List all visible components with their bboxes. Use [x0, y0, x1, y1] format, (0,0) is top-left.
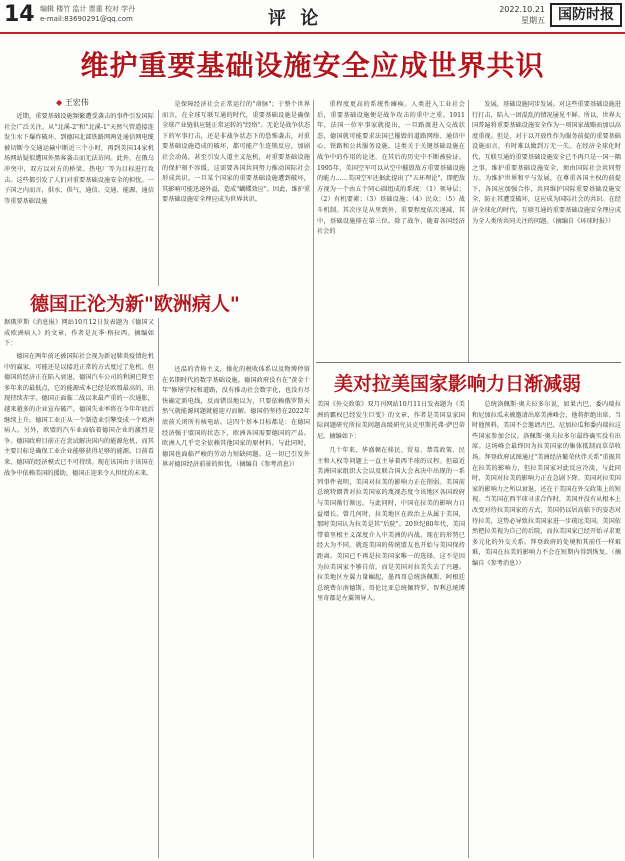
article1-column-3: 重程度更高的系统性瘫痪。人类进入工业社会后，重要基础设施便是战争攻击的重中之重。1911年，法国一位军事家就提出，一旦路渡进入交战状态，德国就可能要求法国已摧毁的道路网络、通信中心、铁路和公共服务设施。这类关于关键基础设施在战争中的作用的论述，在其后的历史中不断被验证。1995年，美国空军可以从空中摧毁敌方重要基础设施的能力……美国空军还据此提出了"五环理论"，即把敌方视为一个由五个同心圆组成的系统：（1）领导层；（2）有机要素；（3）基础设施；（4）民众；（5）战斗机制。其次序是从里到外，重要程度依次递减，其中，基础设施排在第三位。除了战争，随着各国经济社会的 — [317, 101, 465, 236]
byline — [56, 97, 89, 108]
issue-date — [485, 4, 545, 26]
column-divider — [468, 400, 469, 858]
column-divider — [313, 100, 314, 362]
date-text: 2022.10.21 — [499, 5, 545, 14]
column-divider — [313, 362, 314, 858]
headline-article3: 美对拉美国家影响力日渐减弱 — [334, 373, 582, 395]
byline-marker-icon: ◆ — [56, 98, 63, 107]
column-divider — [158, 318, 159, 858]
weekday-text: 星期五 — [521, 16, 545, 25]
article2-column-2: 还温的背倚主义，操化的税收体系以及物博停留在名期时代的数字基础设施。德国政府没有在"黄金十年"修缮学校和道路，没有推动社会数字化，也没有尽快确定新电线，反而错误地以为，只要依赖俄罗斯天然气就能源问题就能迎刃而解。德国仍坚持在2022年底前关闭所有核电站。这四个基本目标都是：在德国经济强于盟国的状态下，欧洲各国需要德国的产品。欧洲人几乎完全依赖其他国家的原材料。与此同时，德国也面临严峻的劳动力短缺问题。这一切已引发外界对德国经济前景的担忧。（摘编自《参考消息》） — [162, 366, 310, 469]
article3-column-1: 几十年来，华盛顿在移民、贸易、禁毒政策、民主和人权等问题上一直主导着西半球的议程。但最近美洲国家组织大会以及联合国大会表决中出现的一系列事件表明，美国对拉美的影响力正在削弱。美国前总统特朗普对拉美国家的蔑视态度令该地区各国政府与美国渐行渐远。与此同时，中国在拉美的影响力日益增长。曾几何时，拉美地区在政治上从属于美国，那时美国认为拉美是其"后院"。20世纪80年代，美国带着里根主义深度介入中美洲的内战。现在的形势已经大为不同。就连美国的传统盟友也开始与美国保持距离。美国已不再是拉美国家唯一的选择，这不是因为拉美国家不够自信，而是美国对拉美失去了兴趣。拉美地区左翼力量崛起，墨西哥总统洛佩斯、阿根廷总统费尔南德斯、哥伦比亚总统佩特罗、智利总统博里奇都是左翼领导人。 — [317, 447, 465, 603]
article1-column-2: 是保障经济社会正常运行的"命脉"；于整个世界而言，在全球互联互通的时代，重要基础设施是确保全球产业链供应链正常运转的"经络"。无论是战争状态下的军事打击，还是非战争状态下的恐怖袭击，对重要基础设施造成的破坏，都可能产生连锁反应，加剧社会动荡，甚至引发人道主义危机，对重要基础设施的保护刻不容缓，这需要各国共同努力推动国际社会形成共识。一旦某个国家的重要基础设施遭到破坏，其影响可能迅速外溢，造成"蝴蝶效应"。因此，维护重要基础设施安全理应成为世界共识。 — [162, 101, 310, 204]
editor-credits — [40, 4, 135, 24]
headline-article1: 维护重要基础设施安全应成世界共识 — [80, 49, 545, 82]
page-number: 14 — [4, 2, 35, 27]
article1-column-1: 近期，重要基础设施频繁遭受袭击的事件引发国际社会广泛关注。从"北溪-2"和"北溪-1"天然气管道接连发生水下爆炸破坏，到德国北部铁路网两处通信网电缆被切断令交通运输中断近三个小时，再到美国14家机场网站疑似遭国外黑客袭击而无法访问。此外，在俄乌冲突中，双方以对方的桥梁、热电厂等为目标进行攻击。这些都引发了人们对重要基础设施安全的担忧。一子国之内而言，供水、供气、通信、交通、能源、通信等重要基础设施 — [4, 113, 154, 205]
article2-intro: 据俄罗斯《消息报》网站10月12日发表题为《德国又成欧洲病人》的文章，作者是瓦季·格拉西。摘编如下： — [4, 319, 154, 348]
column-divider — [158, 110, 159, 286]
section-title: 评 论 — [268, 8, 323, 29]
article1-column-4: 发展，基础设施同步发展。对这些重要基础设施进行打击，陷入一团混乱的情况屡见不鲜。所以，世界大国普遍将重要基础设施安全作为一项国家战略而加以高度重视。但是，对于以开放性作为服务前提的重要基础设施而言，有时难以做到万无一失。在经济全球化时代，互联互通的重要基础设施安全已不再只是一国一隅之事。维护重要基础设施安全，须由国际社会共同努力。为维护世界和平与发展，在尊重各国主权的前提下，各国应加强合作，共同维护国际重要基础设施安全，防止其遭受破坏，这应成为国际社会的共识。在经济全球化的时代，互联互通的重要基础设施安全理应成为全人类所共同关注的问题。（摘编自《环球时报》） — [472, 101, 621, 225]
editor-email: e-mail:83690291@qq.com — [40, 15, 133, 23]
headline-article2: 德国正沦为新"欧洲病人" — [30, 293, 240, 315]
section-separator — [316, 362, 621, 363]
editor-names: 编辑 楼竹 监计 票重 校对 学丹 — [40, 5, 136, 13]
newspaper-logo: 国防时报 — [550, 3, 622, 27]
column-divider — [468, 100, 469, 362]
author-name: 王宏伟 — [64, 98, 89, 107]
article2-column-1: 德国在两年前还被国际社会视为新冠肺炎疫情危机中的赢家。可能还是以接近正常的方式度过了危机。但德国的经济正在陷入衰退，德国汽车公司的利润已降至多年来的最低点，它的能源成本已经是欧盟最高的，出现持续赤字。德国正面临二战以来最严重的一次通胀，越来越多的企业宣布破产，德国失业率将在今年年底后继续上升。德国工业正从一个制造业引擎变成一个欧洲病人。另外，欧盟的汽车业面临着德国企业的激烈竞争。德国政府目前正在尝试解决国内的能源危机，而其主要目标是确保工业企业能够获得足够的能源。目前看来，德国的经济模式已不可持续。现在该国由于该国在战争中依赖美国的援助，德国正迎来令人担忧的未来。 — [4, 353, 154, 477]
page-header — [0, 0, 625, 34]
article3-intro: 美国《外交政策》双月刊网站10月11日发表题为《美洲的霸权已经发生巨变》的文章，作者是美国皇家国际问题研究所拉美问题高级研究员克里斯托弗·萨巴蒂尼。摘编如下： — [317, 401, 465, 440]
article3-column-2: 总统洛佩斯·奥夫拉多尔说，如果古巴、委内瑞拉和尼加拉瓜未被邀请出席美洲峰会，他将拒绝出席。当时他预料，美国不会邀请古巴，尼加拉瓜和委内瑞拉这些国家参加会议。洛佩斯·奥夫拉多尔最终确实没有出席。这场峰会最终因为拉美国家的集体抵制而草草收场。拜登政府试图通过"美洲经济繁荣伙伴关系"重振其在拉美的影响力，但拉美国家对此反应冷淡，与此同时，美国对拉美的影响力正在急剧下降。美国对拉美国家的影响力之所以衰退，还在于美国在外交政策上的短视。当美国在西半球寻求合作时，美国并没有从根本上改变对待拉美国家的方式，美国仍以居高临下的姿态对待拉美，这势必导致拉美国家进一步疏远美国。美国依然把拉美视为自己的后院，而拉美国家已经开始寻求更多元化的外交关系。拜登政府的处境和其前任一样艰难，美国在拉美的影响力不会在短期内得到恢复。（摘编自《参考消息》） — [472, 401, 621, 567]
